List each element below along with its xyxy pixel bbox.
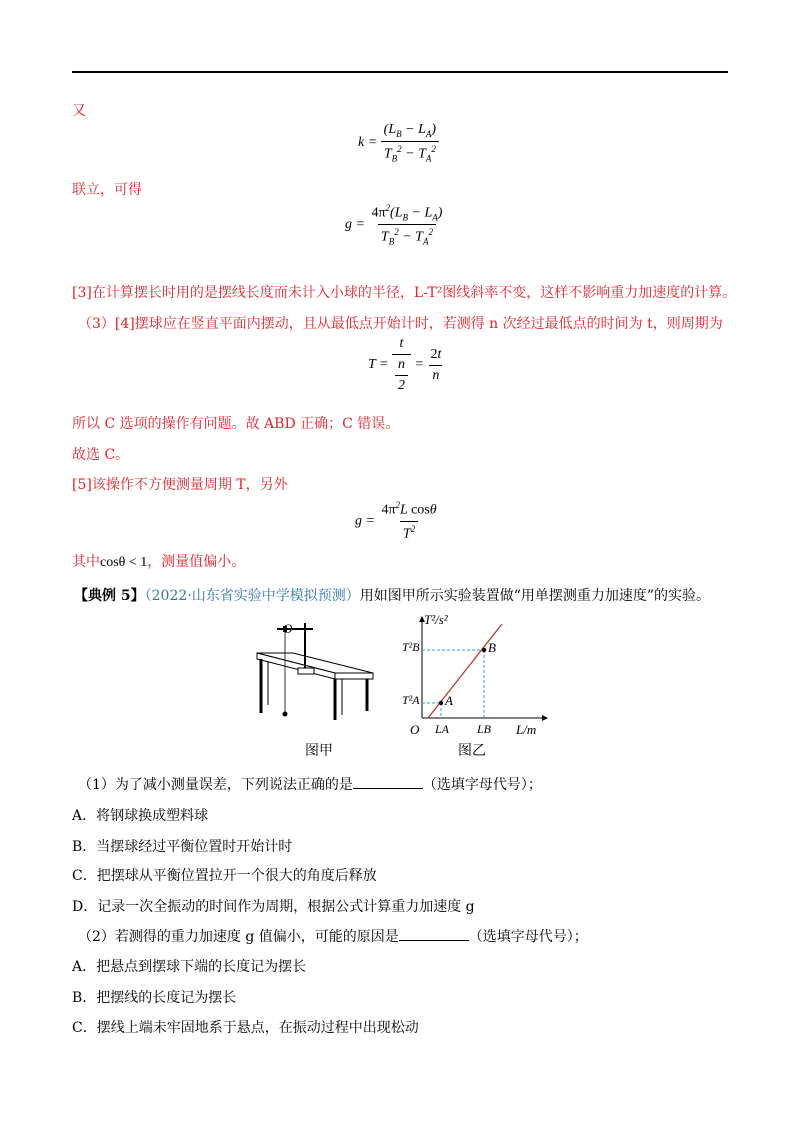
q1-option-a: A．将钢球换成塑料球 <box>72 808 209 824</box>
q2-stem-post: （选填字母代号）； <box>468 929 588 945</box>
q2-option-b: B．把摆线的长度记为摆长 <box>72 990 237 1006</box>
example-text: 用如图甲所示实验装置做“用单摆测重力加速度”的实验。 <box>359 588 711 604</box>
point-b-label: B <box>488 640 496 655</box>
text-guxuan: 故选 C。 <box>72 447 130 463</box>
text-qizhong <box>72 552 245 573</box>
equation-k: k = $\frac{(L_B - L_A)}{T_B^2 - T_A^2}$ <box>358 122 439 163</box>
origin-label: O <box>410 722 420 737</box>
example-heading <box>74 586 710 606</box>
text-lianli: 联立，可得 <box>72 182 142 198</box>
q1-option-d: D．记录一次全振动的时间作为周期，根据公式计算重力加速度 g <box>72 899 475 915</box>
caption-left: 图甲 <box>305 743 333 759</box>
caption-right: 图乙 <box>458 743 486 759</box>
q1-stem <box>78 775 542 795</box>
tb-label: T²B <box>402 640 420 654</box>
text-you: 又 <box>72 103 86 119</box>
text-note4: （3）[4]摆球应在竖直平面内摆动，且从最低点开始计时，若测得 n 次经过最低点的时间为 t，则周期为 <box>78 316 723 332</box>
t2-l-graph <box>400 612 550 737</box>
label-o-left: O <box>283 621 293 636</box>
q2-option-c: C．摆线上端未牢固地系于悬点，在振动过程中出现松动 <box>72 1020 419 1036</box>
y-axis-text: T²/s² <box>424 612 448 627</box>
equation-g2: g = $\frac{4\pi^2L \cos\theta}{T^2}$ <box>355 500 437 542</box>
q1-option-b: B．当摆球经过平衡位置时开始计时 <box>72 839 293 855</box>
example-tag: 【典例 5】 <box>74 588 145 604</box>
pendulum-apparatus-figure <box>255 615 385 725</box>
header-rule <box>72 71 728 73</box>
q1-stem-post: （选填字母代号）； <box>422 777 542 793</box>
lb-label: LB <box>477 722 492 736</box>
qizhong-post: ，测量值偏小。 <box>147 554 246 570</box>
q2-stem <box>78 927 588 947</box>
q2-answer-blank <box>399 928 469 941</box>
q2-option-a: A．把悬点到摆球下端的长度记为摆长 <box>72 959 307 975</box>
qizhong-pre: 其中 <box>72 554 100 570</box>
la-label: LA <box>435 722 450 736</box>
q1-option-c: C．把摆球从平衡位置拉开一个很大的角度后释放 <box>72 868 377 884</box>
example-source: （2022·山东省实验中学模拟预测） <box>144 588 360 604</box>
text-suoyi: 所以 C 选项的操作有问题。故 ABD 正确；C 错误。 <box>72 416 400 432</box>
q1-stem-pre: （1）为了减小测量误差，下列说法正确的是 <box>78 777 353 793</box>
x-axis-label: L/m <box>516 722 537 737</box>
point-a-label: A <box>445 693 453 708</box>
qizhong-math: cosθ < 1 <box>100 555 148 570</box>
text-note3: [3]在计算摆长时用的是摆线长度而未计入小球的半径，L-T²图线斜率不变，这样不影响重力加速度的计算。 <box>72 285 737 301</box>
text-note5: [5]该操作不方便测量周期 T，另外 <box>72 477 288 493</box>
ta-label: T²A <box>402 693 420 707</box>
equation-T: T = $\frac{t}{\frac{n}{2}}$ = $\frac{2t}{n}$ <box>368 336 442 393</box>
q1-answer-blank <box>353 776 423 789</box>
q2-stem-pre: （2）若测得的重力加速度 g 值偏小，可能的原因是 <box>78 929 399 945</box>
y-axis-label <box>424 612 448 628</box>
equation-g1: g = $\frac{4\pi^2(L_B - L_A)}{T_B^2 - T_A^2}$ <box>345 203 443 247</box>
